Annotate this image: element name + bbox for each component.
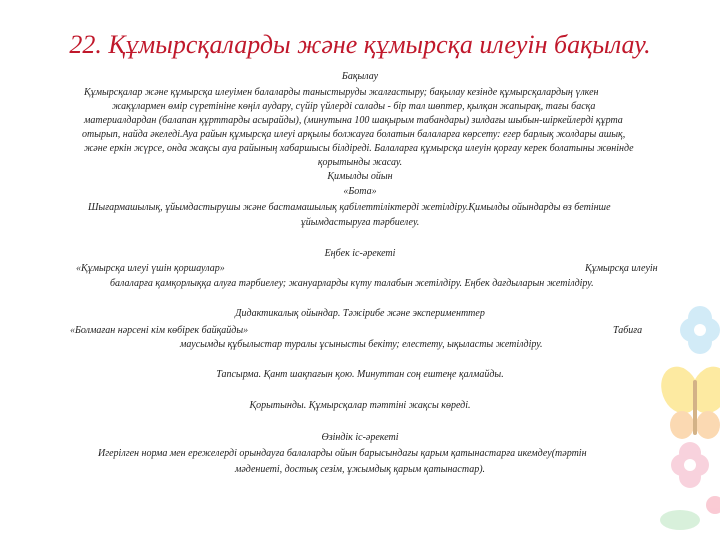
didactic-line: маусымды құбылыстар туралы ұсынысты бекіту; елестету, ықыласты жетілдіру. xyxy=(180,339,543,350)
task-text: Тапсырма. Қант шақпағын қою. Минуттан соң ештеңе қалмайды. xyxy=(216,369,504,380)
observation-line: отырып, найда әкеледі.Ауа райын құмырсқа илеуі арқылы болжауға болатын балаларға көрсету: егер барлық жолдары ашық, xyxy=(82,129,626,140)
observation-line: және еркін жүрсе, онда жақсы ауа райының хабаршысы білдіреді. Балаларға құмырсқа илеуін қорғау керек болатыны жөнінде xyxy=(84,143,634,154)
independent-line: Игерілген норма мен ережелерді орындауға балаларды ойын барысындағы қарым қатынастарға икемдеу(тәртін xyxy=(98,448,587,459)
game-line: ұйымдастыруға тәрбиелеу. xyxy=(300,217,420,228)
labor-line: балаларға қамқорлыққа алуға тәрбиелеу; жануарларды күту талабын жетілдіру. Еңбек дағдыларын жетілдіру. xyxy=(110,278,594,289)
butterfly-icon xyxy=(655,361,720,439)
didactic-heading: Дидактикалық ойындар. Тәжірибе және эксперименттер xyxy=(235,308,485,319)
observation-line: жақұлармен өмір сүретініне көңіл аудару, сүйір үйлерді салады - бір тал шөптер, қылқан жапырақ, тағы басқа xyxy=(112,101,596,112)
labor-right: Құмырсқа илеуін xyxy=(585,263,658,274)
observation-line: материалдардан (балапан құрттарды асырайды), (минутына 100 шақырым табандары) зилдағы шыбын-шіркейлерді құрта xyxy=(84,115,623,126)
slide-title: 22. Құмырсқаларды және құмырсқа илеуін бақылау. xyxy=(69,30,651,59)
observation-heading: Бақылау xyxy=(341,71,379,82)
conclusion-text: Қорытынды. Құмырсқалар тәттіні жақсы көреді. xyxy=(249,400,471,411)
blue-flower-icon xyxy=(680,306,720,354)
labor-heading: Еңбек іс-әрекеті xyxy=(324,248,396,259)
didactic-right: Табиға xyxy=(613,325,643,336)
independent-heading: Өзіндік іс-әрекеті xyxy=(321,432,399,443)
green-leaf-icon xyxy=(660,496,720,530)
observation-line: қорытынды жасау. xyxy=(317,157,403,168)
observation-line: Құмырсқалар және құмырсқа илеуімен балаларды таныстыруды жалғастыру; бақылау кезінде құмырсқалардың үлкен xyxy=(84,87,599,98)
game-name: «Бота» xyxy=(343,186,377,197)
labor-name: «Құмырсқа илеуі үшін қоршаулар» xyxy=(76,263,225,274)
didactic-name: «Болмаған нәрсені кім көбірек байқайды» xyxy=(70,325,249,336)
butterfly-flowers-decoration xyxy=(620,290,720,540)
independent-line: мәдениеті, достық сезім, ұжымдық қарым қатынастар). xyxy=(234,464,486,475)
game-heading: Қимылды ойын xyxy=(327,171,393,182)
game-line: Шығармашылық, ұйымдастырушы және бастамашылық қабілеттіліктерді жетілдіру.Қимылды ойындарды өз бетінше xyxy=(88,202,611,213)
pink-flower-icon xyxy=(671,442,709,488)
